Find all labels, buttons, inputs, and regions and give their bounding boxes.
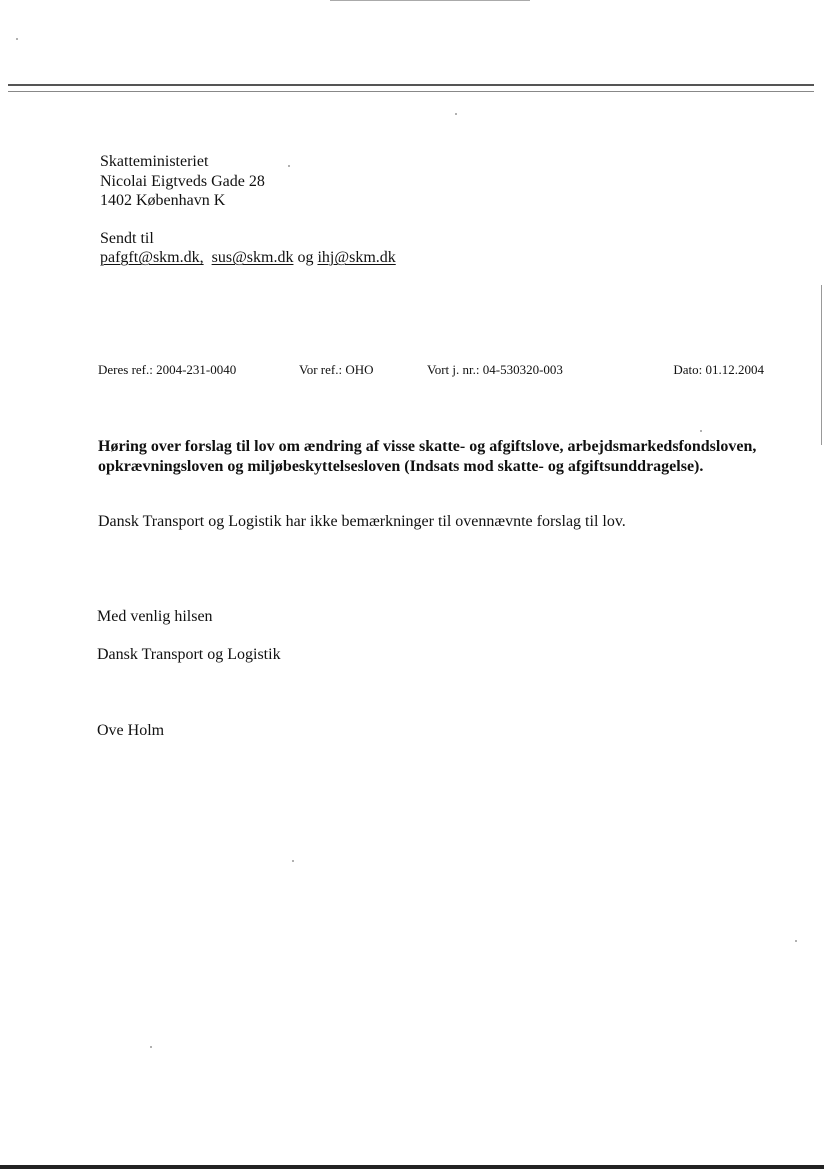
scan-speck	[16, 38, 18, 40]
recipient-name: Skatteministeriet	[100, 153, 209, 170]
email-link-sus[interactable]: sus@skm.dk	[211, 249, 294, 266]
letter-date: Dato: 01.12.2004	[673, 362, 764, 377]
recipient-street: Nicolai Eigtveds Gade 28	[100, 173, 265, 190]
deres-ref: Deres ref.: 2004-231-0040	[98, 362, 237, 377]
email-link-ihj[interactable]: ihj@skm.dk	[317, 249, 396, 266]
vor-ref: Vor ref.: OHO	[299, 362, 374, 377]
scan-right-edge	[821, 285, 822, 445]
reference-row	[98, 362, 764, 380]
sender-organization: Dansk Transport og Logistik	[97, 646, 281, 663]
journal-number: Vort j. nr.: 04-530320-003	[427, 362, 563, 377]
scan-bottom-edge	[0, 1165, 824, 1169]
email-conjunction: og	[297, 249, 314, 266]
email-link-pafgft[interactable]: pafgft@skm.dk,	[100, 249, 204, 266]
email-list	[100, 248, 396, 267]
signer-name: Ove Holm	[97, 722, 165, 739]
scan-speck	[150, 1046, 152, 1048]
scan-speck	[700, 430, 702, 432]
recipient-city: 1402 København K	[100, 192, 226, 209]
scan-speck	[455, 113, 457, 115]
header-rule	[8, 84, 814, 92]
scan-top-edge	[330, 0, 530, 1]
scan-speck	[288, 165, 290, 167]
closing-greeting: Med venlig hilsen	[97, 608, 213, 625]
sent-to-label: Sendt til	[100, 230, 154, 247]
subject-heading: Høring over forslag til lov om ændring af visse skatte- og afgiftslove, arbejdsmarkedsfondsloven, opkrævningsloven og miljøbeskyttelsesloven (Indsats mod skatte- og afgiftsunddragelse).	[98, 438, 757, 475]
scan-speck	[795, 940, 797, 942]
scan-speck	[292, 860, 294, 862]
body-text: Dansk Transport og Logistik har ikke bemærkninger til ovennævnte forslag til lov.	[98, 513, 626, 530]
